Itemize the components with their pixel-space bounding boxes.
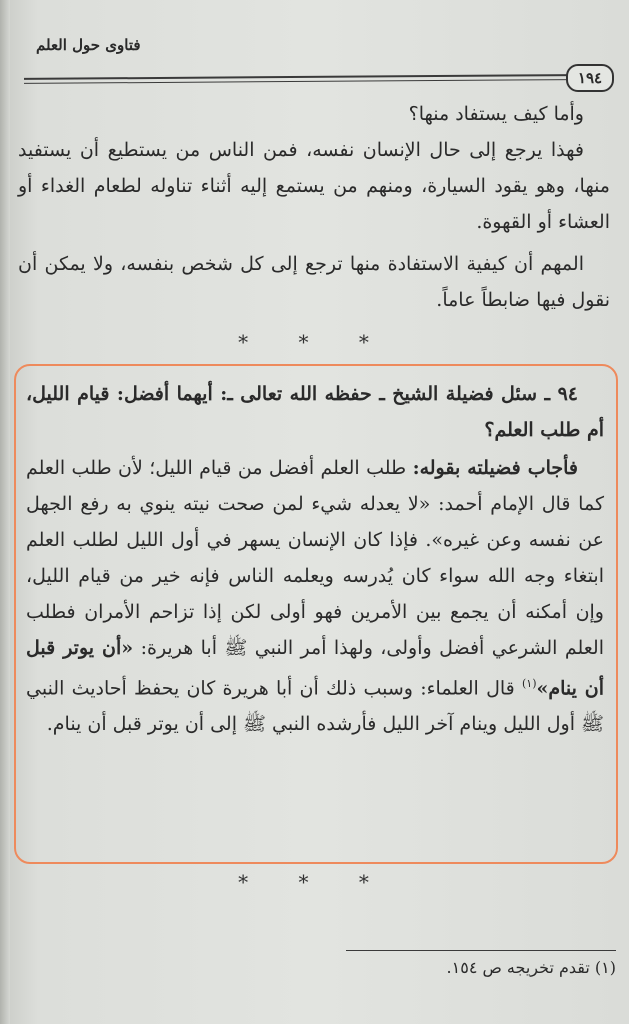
footnote-rule	[346, 950, 616, 951]
fatwa-section	[26, 376, 604, 742]
section-separator-bottom: * * *	[238, 870, 391, 894]
fatwa-answer-part2: قال العلماء: وسبب ذلك أن أبا هريرة كان يحفظ أحاديث النبي ﷺ أول الليل وينام آخر الليل فأرشده النبي ﷺ إلى أن يوتر قبل أن ينام.	[26, 677, 604, 736]
intro-answer-2: المهم أن كيفية الاستفادة منها ترجع إلى كل شخص بنفسه، ولا يمكن أن نقول فيها ضابطاً عاماً.	[18, 253, 610, 311]
page-number: ١٩٤	[566, 64, 614, 92]
running-header-title: فتاوى حول العلم	[36, 36, 141, 54]
intro-question: وأما كيف يستفاد منها؟	[408, 103, 584, 125]
section-separator: * * *	[238, 330, 391, 354]
fatwa-answer-intro: فأجاب فضيلته بقوله:	[412, 457, 578, 479]
intro-section	[18, 96, 610, 318]
fatwa-question-text: أيهما أفضل: قيام الليل، أم طلب العلم؟	[26, 383, 604, 441]
footnote-marker: (١)	[521, 677, 537, 690]
footnote-text: (١) تقدم تخريجه ص ١٥٤.	[446, 958, 616, 977]
fatwa-answer-part1: طلب العلم أفضل من قيام الليل؛ لأن طلب العلم كما قال الإمام أحمد: «لا يعدله شيء لمن صحت نيته ينوي به رفع الجهل عن نفسه وعن غيره». فإذا كان الإنسان يسهر في أول الليل لطلب العلم ابتغاء وجه الله سواء كان يُدرسه ويعلمه الناس فإنه خير من قيام الليل، وإن أمكنه أن يجمع بين الأمرين فهو أولى لكن إذا تزاحم الأمران فطلب العلم الشرعي أفضل وأولى، ولهذا أمر النبي ﷺ أبا هريرة:	[26, 457, 604, 659]
fatwa-question-lead: سئل فضيلة الشيخ ـ حفظه الله تعالى ـ:	[220, 383, 538, 405]
intro-answer-1: فهذا يرجع إلى حال الإنسان نفسه، فمن الناس من يستطيع أن يستفيد منها، وهو يقود السيارة، ومنهم من يستمع إليه أثناء تناوله لطعام الغداء أو العشاء أو القهوة.	[18, 139, 610, 233]
fatwa-answer	[26, 450, 604, 742]
fatwa-question	[26, 376, 604, 448]
fatwa-hadith: «أن يوتر قبل أن ينام»	[26, 637, 604, 700]
header-rule-thin	[24, 79, 572, 84]
fatwa-number: ٩٤ ـ	[544, 383, 579, 405]
